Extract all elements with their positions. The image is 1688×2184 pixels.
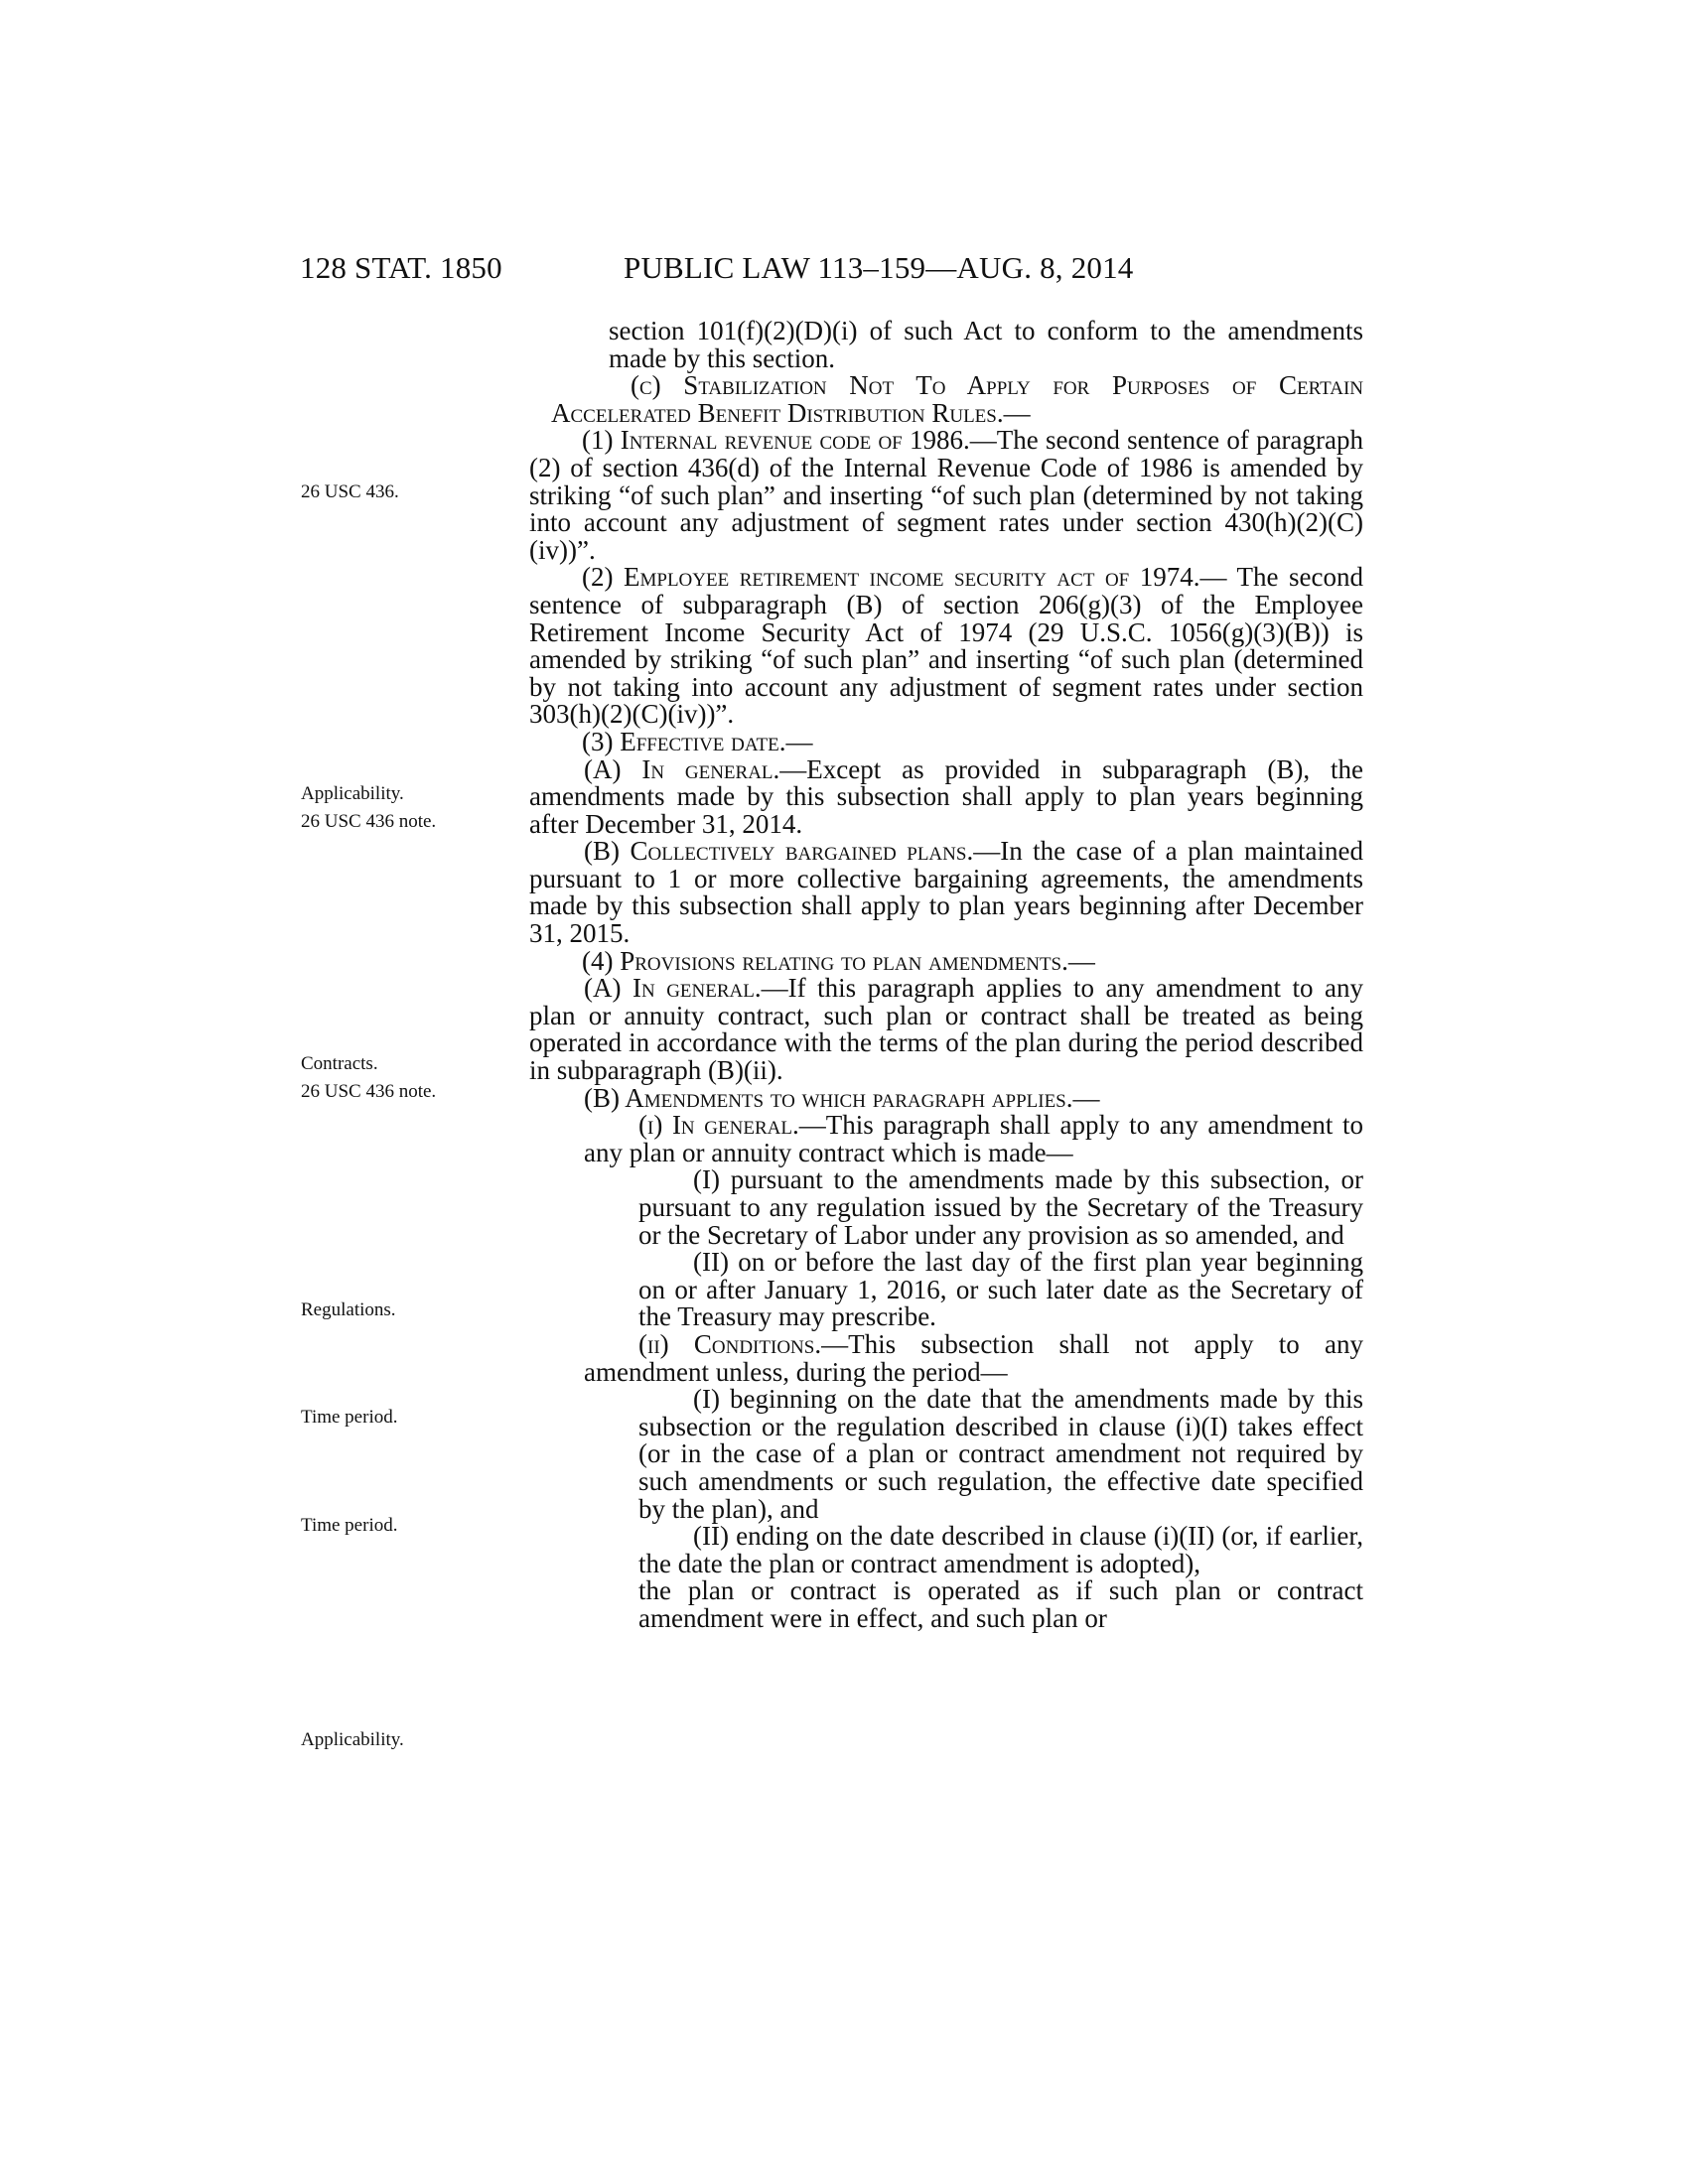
paragraph-text: The second sentence of subparagraph (B) of section 206(g)(3) of the Employee Retirement Income Security Act of 1974 (29 U.S.C. 1056(g)(3)(B)) is amended by striking “of such plan” and inserting “of such plan (determined by not taking into account any adjustment of segment rates under section 303(h)(2)(C)(iv))”. — [529, 562, 1363, 730]
statute-text — [529, 318, 1363, 1633]
paragraph — [529, 838, 1363, 947]
paragraph-heading: (A) In general.— — [584, 753, 807, 784]
paragraph-text: This subsection shall not apply to any amendment unless, during the period— — [584, 1328, 1363, 1387]
paragraph-heading: (A) In general.— — [584, 973, 788, 1004]
subsection-heading: (c) Stabilization Not To Apply for Purposes of Certain Accelerated Benefit Distribution Rules.— — [551, 370, 1363, 428]
paragraph-text: This paragraph shall apply to any amendment to any plan or annuity contract which is made— — [584, 1110, 1363, 1167]
paragraph-heading: (4) Provisions relating to plan amendments.— — [582, 945, 1095, 976]
paragraph: (II) ending on the date described in clause (i)(II) (or, if earlier, the date the plan or contract amendment is adopted), — [638, 1521, 1363, 1578]
paragraph-text: If this paragraph applies to any amendment to any plan or annuity contract, such plan or contract shall be treated as being operated in accordance with the terms of the plan during the period described in subparagraph (B)(ii). — [529, 973, 1363, 1086]
margin-note: Applicability. 26 USC 436 note. — [301, 783, 437, 832]
margin-note: Time period. — [301, 1407, 398, 1428]
paragraph-heading: (1) Internal revenue code of 1986.— — [582, 425, 997, 456]
page-stat-number: 128 STAT. 1850 — [300, 250, 502, 285]
paragraph — [529, 1112, 1363, 1166]
paragraph-text: In the case of a plan maintained pursuant to 1 or more collective bargaining agreements, the amendments made by this subsection shall apply to plan years beginning after December 31, 2015. — [529, 836, 1364, 949]
paragraph-heading: (3) Effective date.— — [582, 726, 813, 756]
paragraph: (II) on or before the last day of the first plan year beginning on or after January 1, 2016, or such later date as the Secretary of the Treasury may prescribe. — [638, 1247, 1363, 1332]
paragraph-heading: (i) In general.— — [638, 1110, 826, 1141]
margin-note: Regulations. — [301, 1299, 396, 1320]
margin-note: Applicability. — [301, 1729, 404, 1750]
paragraph-heading: (ii) Conditions.— — [638, 1328, 849, 1359]
paragraph — [529, 1328, 1363, 1387]
paragraph: (I) pursuant to the amendments made by this subsection, or pursuant to any regulation issued by the Secretary of the Treasury or the Secretary of Labor under any provision as so amended, and — [638, 1164, 1363, 1250]
paragraph-heading: (2) Employee retirement income security act of 1974.— — [582, 562, 1227, 593]
paragraph: (I) beginning on the date that the amendments made by this subsection or the regulation described in clause (i)(I) takes effect (or in the case of a plan or contract amendment not required by such amendments or such regulation, the effective date specified by the plan), and — [638, 1384, 1363, 1524]
paragraph — [529, 975, 1363, 1084]
paragraph-heading: (B) Amendments to which paragraph applies.— — [584, 1082, 1100, 1113]
margin-note: Contracts. 26 USC 436 note. — [301, 1053, 437, 1102]
paragraph: the plan or contract is operated as if such plan or contract amendment were in effect, and such plan or — [638, 1575, 1363, 1633]
margin-note: 26 USC 436. — [301, 481, 399, 502]
paragraph-text: The second sentence of paragraph (2) of section 436(d) of the Internal Revenue Code of 1986 is amended by striking “of such plan” and inserting “of such plan (determined by not taking into account any adjustment of segment rates under section 430(h)(2)(C)(iv))”. — [529, 425, 1364, 565]
paragraph-heading: (B) Collectively bargained plans.— — [584, 836, 1001, 867]
paragraph — [529, 427, 1363, 564]
margin-note: Time period. — [301, 1515, 398, 1536]
paragraph-text: Except as provided in subparagraph (B), the amendments made by this subsection shall apply to plan years beginning after December 31, 2014. — [529, 753, 1363, 839]
paragraph — [529, 564, 1363, 729]
paragraph — [529, 753, 1363, 839]
page-header-title: PUBLIC LAW 113–159—AUG. 8, 2014 — [624, 250, 1134, 285]
paragraph: section 101(f)(2)(D)(i) of such Act to conform to the amendments made by this section. — [609, 316, 1363, 373]
